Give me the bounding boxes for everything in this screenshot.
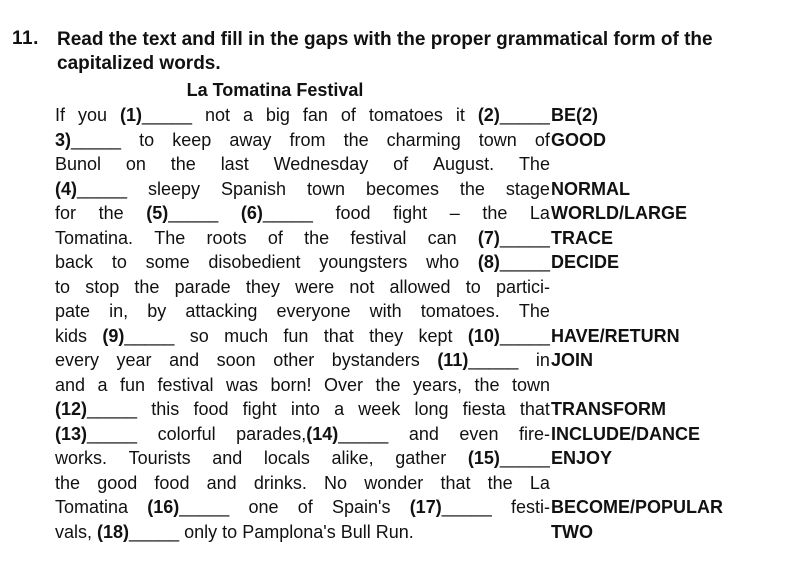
keyword: TWO bbox=[551, 521, 593, 542]
text-line: kids (9)_____ so much fun that they kept (10)_____ bbox=[55, 325, 550, 346]
text-line: works. Tourists and locals alike, gather (15)_____ bbox=[55, 448, 550, 468]
text-line: pate in, by attacking everyone with tomatoes. The bbox=[55, 301, 550, 321]
text-line: the good food and drinks. No wonder that the La bbox=[55, 472, 550, 493]
text-line: and a fun festival was born! Over the years, the town bbox=[55, 374, 550, 395]
keyword: BECOME/POPULAR bbox=[551, 497, 724, 517]
text-line: for the (5)_____ (6)_____ food fight – the La bbox=[55, 203, 550, 223]
keyword: NORMAL bbox=[551, 178, 630, 199]
text-line: If you (1)_____ not a big fan of tomatoes it (2)_____ bbox=[55, 105, 550, 125]
text-line: 3)_____ to keep away from the charming town of bbox=[55, 129, 550, 150]
text-line: to stop the parade they were not allowed to partici- bbox=[55, 276, 550, 297]
text-line: (12)_____ this food fight into a week long fiesta that bbox=[55, 399, 550, 419]
keyword: BE(2) bbox=[551, 105, 599, 125]
keyword: TRACE bbox=[551, 227, 613, 248]
text-line: (13)_____ colorful parades,(14)_____ and even fire- bbox=[55, 423, 550, 444]
text-line: Tomatina (16)_____ one of Spain's (17)_____ festi- bbox=[55, 497, 550, 517]
keyword: WORLD/LARGE bbox=[551, 203, 687, 223]
keyword: ENJOY bbox=[551, 448, 613, 468]
keyword: HAVE/RETURN bbox=[551, 325, 680, 346]
exercise-text bbox=[55, 103, 550, 544]
keyword: DECIDE bbox=[551, 252, 620, 272]
keyword: TRANSFORM bbox=[551, 399, 666, 419]
text-line: Bunol on the last Wednesday of August. The bbox=[55, 154, 550, 174]
task-number: 11. bbox=[12, 28, 39, 49]
task-instruction: Read the text and fill in the gaps with the proper grammatical form of the capitalized words. bbox=[57, 29, 713, 74]
text-title: La Tomatina Festival bbox=[186, 80, 364, 100]
text-line: back to some disobedient youngsters who (8)_____ bbox=[55, 252, 550, 272]
keyword: INCLUDE/DANCE bbox=[551, 423, 701, 444]
text-line: (4)_____ sleepy Spanish town becomes the stage bbox=[55, 178, 550, 199]
text-line: Tomatina. The roots of the festival can (7)_____ bbox=[55, 227, 550, 248]
keyword: JOIN bbox=[551, 350, 594, 370]
text-line: vals, (18)_____ only to Pamplona's Bull Run. bbox=[55, 521, 414, 542]
text-line: every year and soon other bystanders (11)_____ in bbox=[55, 350, 550, 370]
keyword: GOOD bbox=[551, 129, 607, 150]
